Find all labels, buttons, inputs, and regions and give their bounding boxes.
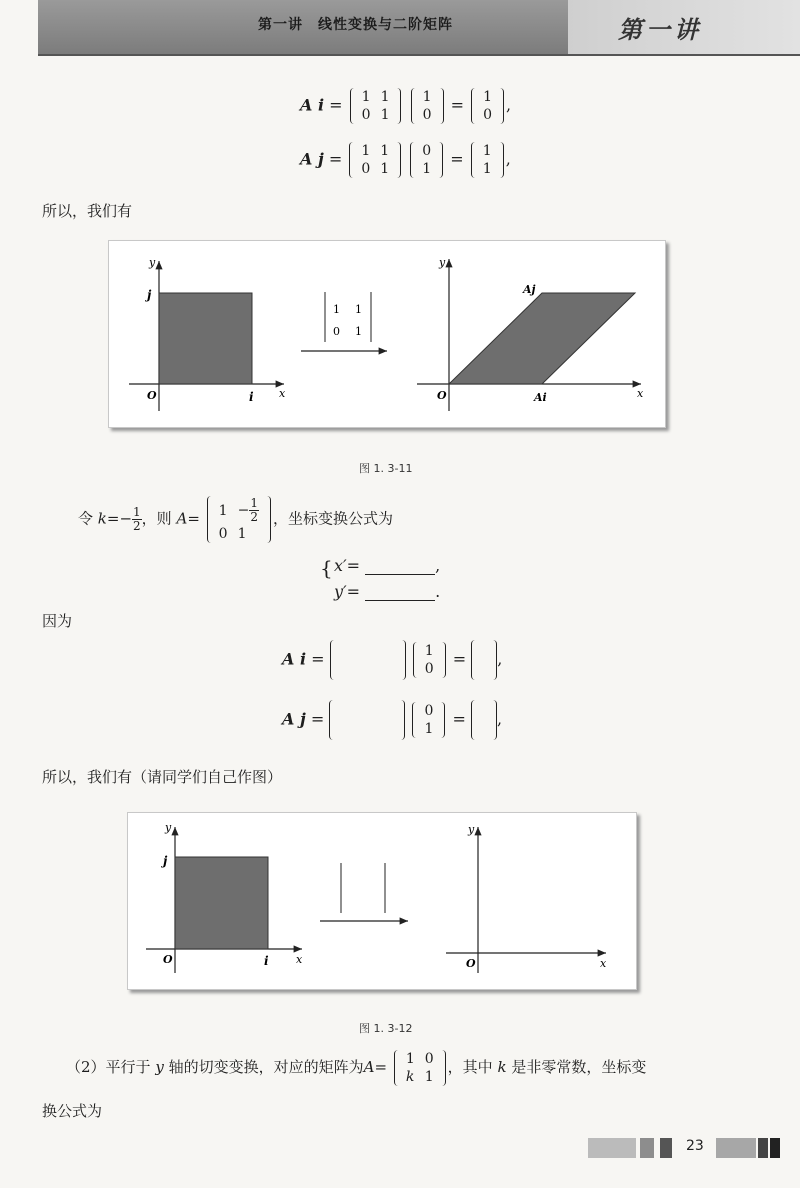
footer-bar-5 <box>758 1138 768 1158</box>
Aj-label: Aj <box>523 283 536 296</box>
k-symbol: k <box>97 509 107 528</box>
caption-1-3-12: 图 1. 3-12 <box>359 1022 413 1035</box>
page-number: 23 <box>686 1138 704 1154</box>
mid-i-1: 1 <box>424 643 434 659</box>
m12: 1 <box>380 143 390 159</box>
comma: , <box>505 149 511 169</box>
Ai-res-2: 0 <box>483 107 492 123</box>
A-symbol: A <box>176 509 188 528</box>
right-x-label: x <box>637 387 644 400</box>
left-y-label: y <box>149 256 156 269</box>
unit-square <box>159 293 252 384</box>
i2-label: i <box>264 954 269 968</box>
lm12-sign: − <box>237 502 250 519</box>
unit-square-2 <box>175 857 268 949</box>
p2m21: k <box>405 1069 415 1085</box>
comma: , <box>506 95 512 115</box>
mid-i-2: 0 <box>424 661 434 677</box>
figure-1-3-12 <box>127 812 637 990</box>
i-vec-2: 0 <box>422 107 432 123</box>
fig-m11: 1 <box>333 303 340 316</box>
page-header <box>38 0 800 56</box>
left2-x-label: x <box>296 953 303 966</box>
caption-1-3-11: 图 1. 3-11 <box>359 462 413 475</box>
equation-Ai-blank: A i = 1 0 = , <box>282 640 502 680</box>
m21: 0 <box>361 107 371 123</box>
equation-Aj-blank: A j = 0 1 = , <box>282 700 502 740</box>
Aj-result <box>471 142 504 178</box>
footer-bar-1 <box>588 1138 636 1158</box>
para2-part4: 是非零常数，坐标变 <box>511 1058 647 1076</box>
right2-y-label: y <box>468 823 475 836</box>
m12: 1 <box>380 89 390 105</box>
left-origin-label: O <box>147 389 157 402</box>
then-text: ，则 <box>141 509 172 528</box>
p2m12: 0 <box>424 1051 434 1067</box>
y-prime: y′= <box>334 582 361 601</box>
right2-origin-label: O <box>466 957 476 970</box>
m21: 0 <box>361 161 371 177</box>
Ai-res-1: 1 <box>483 89 492 105</box>
equation-Ai: A i = 1 1 0 1 1 0 = 1 0 , <box>300 89 512 123</box>
left-x-label: x <box>279 387 286 400</box>
system-brace: { <box>320 556 333 580</box>
y-prime-line <box>334 582 440 601</box>
fig-m12: 1 <box>355 303 362 316</box>
para2-matrix <box>394 1050 446 1086</box>
header-title: 第一讲 线性变换与二阶矩阵 <box>258 17 453 33</box>
footer-bar-4 <box>716 1138 756 1158</box>
right2-x-label: x <box>600 957 607 970</box>
Aj-lhs: A j <box>300 149 324 169</box>
fraction-half <box>132 506 142 533</box>
end1: , <box>435 556 441 575</box>
left2-y-label: y <box>165 821 172 834</box>
mid-j-1: 0 <box>424 703 434 719</box>
text-so-draw: 所以，我们有（请同学们自己作图） <box>42 768 283 786</box>
footer-bar-6 <box>770 1138 780 1158</box>
m11: 1 <box>361 143 371 159</box>
mid-i-vector <box>413 642 446 678</box>
text-so-we-have: 所以，我们有 <box>42 202 133 220</box>
j-vec-1: 0 <box>422 143 432 159</box>
m22: 1 <box>380 107 390 123</box>
fig-m22: 1 <box>355 325 362 338</box>
frac-den: 2 <box>133 519 141 533</box>
figure-12-svg <box>128 813 636 989</box>
right-y-label: y <box>439 256 446 269</box>
lm12-den: 2 <box>250 510 258 524</box>
footer-bar-2 <box>640 1138 654 1158</box>
m22: 1 <box>380 161 390 177</box>
Aj-res-1: 1 <box>482 143 492 159</box>
x-prime-line <box>334 556 440 575</box>
lecture-label: 第一讲 <box>618 15 702 44</box>
lecture-box <box>568 0 800 54</box>
lm21: 0 <box>218 526 228 542</box>
let-k-line <box>78 496 393 543</box>
i-label: i <box>249 390 254 404</box>
lm12-frac <box>249 497 259 524</box>
mid-j-vector <box>412 702 445 738</box>
end2: . <box>435 582 441 601</box>
mid-j-2: 1 <box>424 721 434 737</box>
figure-1-3-11 <box>108 240 666 428</box>
para2-A: A <box>363 1058 375 1076</box>
para2-line1 <box>66 1050 646 1086</box>
equation-Aj: A j = 1 1 0 1 0 1 = 1 1 , <box>300 143 511 177</box>
m11: 1 <box>361 89 371 105</box>
text-because: 因为 <box>42 612 73 630</box>
shear-matrix <box>349 142 401 178</box>
para2-y: y <box>155 1058 164 1076</box>
para2-eq: = <box>374 1058 388 1076</box>
A-matrix-half <box>207 496 271 543</box>
x-prime: x′= <box>334 556 361 575</box>
Aj-res-2: 1 <box>482 161 492 177</box>
parallelogram <box>449 293 635 384</box>
i-vec-1: 1 <box>422 89 432 105</box>
left2-origin-label: O <box>163 953 173 966</box>
j-vec-2: 1 <box>422 161 432 177</box>
p2m22: 1 <box>424 1069 434 1085</box>
eq-sign: = <box>187 509 200 528</box>
lm22: 1 <box>237 526 247 542</box>
j-label: j <box>147 288 152 302</box>
para2-part2: 轴的切变变换，对应的矩阵为 <box>168 1058 364 1076</box>
blank-vector-1[interactable] <box>471 640 497 680</box>
Ai-label: Ai <box>534 391 547 404</box>
blank-y[interactable] <box>365 584 435 601</box>
eq-minus: =− <box>106 509 133 528</box>
fig-m21: 0 <box>333 325 340 338</box>
para2-part3: ，其中 <box>447 1058 493 1076</box>
blank-x[interactable] <box>365 558 435 575</box>
right-origin-label: O <box>437 389 447 402</box>
j-vector <box>410 142 443 178</box>
j2-label: j <box>163 854 168 868</box>
para2-part1: （2）平行于 <box>66 1058 151 1076</box>
mid-Ai-lhs: A i <box>282 649 307 669</box>
figure-11-svg <box>109 241 665 427</box>
shear-matrix <box>350 88 402 124</box>
blank-matrix-2[interactable] <box>329 700 405 740</box>
blank-vector-2[interactable] <box>471 700 497 740</box>
let-prefix: 令 <box>78 509 94 528</box>
para2-line2: 换公式为 <box>42 1102 103 1120</box>
i-vector <box>411 88 444 124</box>
lm12-num: 1 <box>250 496 258 510</box>
lm11: 1 <box>218 502 228 519</box>
footer-bar-3 <box>660 1138 672 1158</box>
suffix-text: ，坐标变换公式为 <box>272 509 393 528</box>
blank-matrix-1[interactable] <box>330 640 406 680</box>
para2-k: k <box>497 1058 507 1076</box>
mid-Aj-lhs: A j <box>282 709 306 729</box>
Ai-lhs: A i <box>300 95 325 115</box>
frac-num: 1 <box>133 505 141 519</box>
p2m11: 1 <box>405 1051 415 1067</box>
Ai-result <box>471 88 504 124</box>
